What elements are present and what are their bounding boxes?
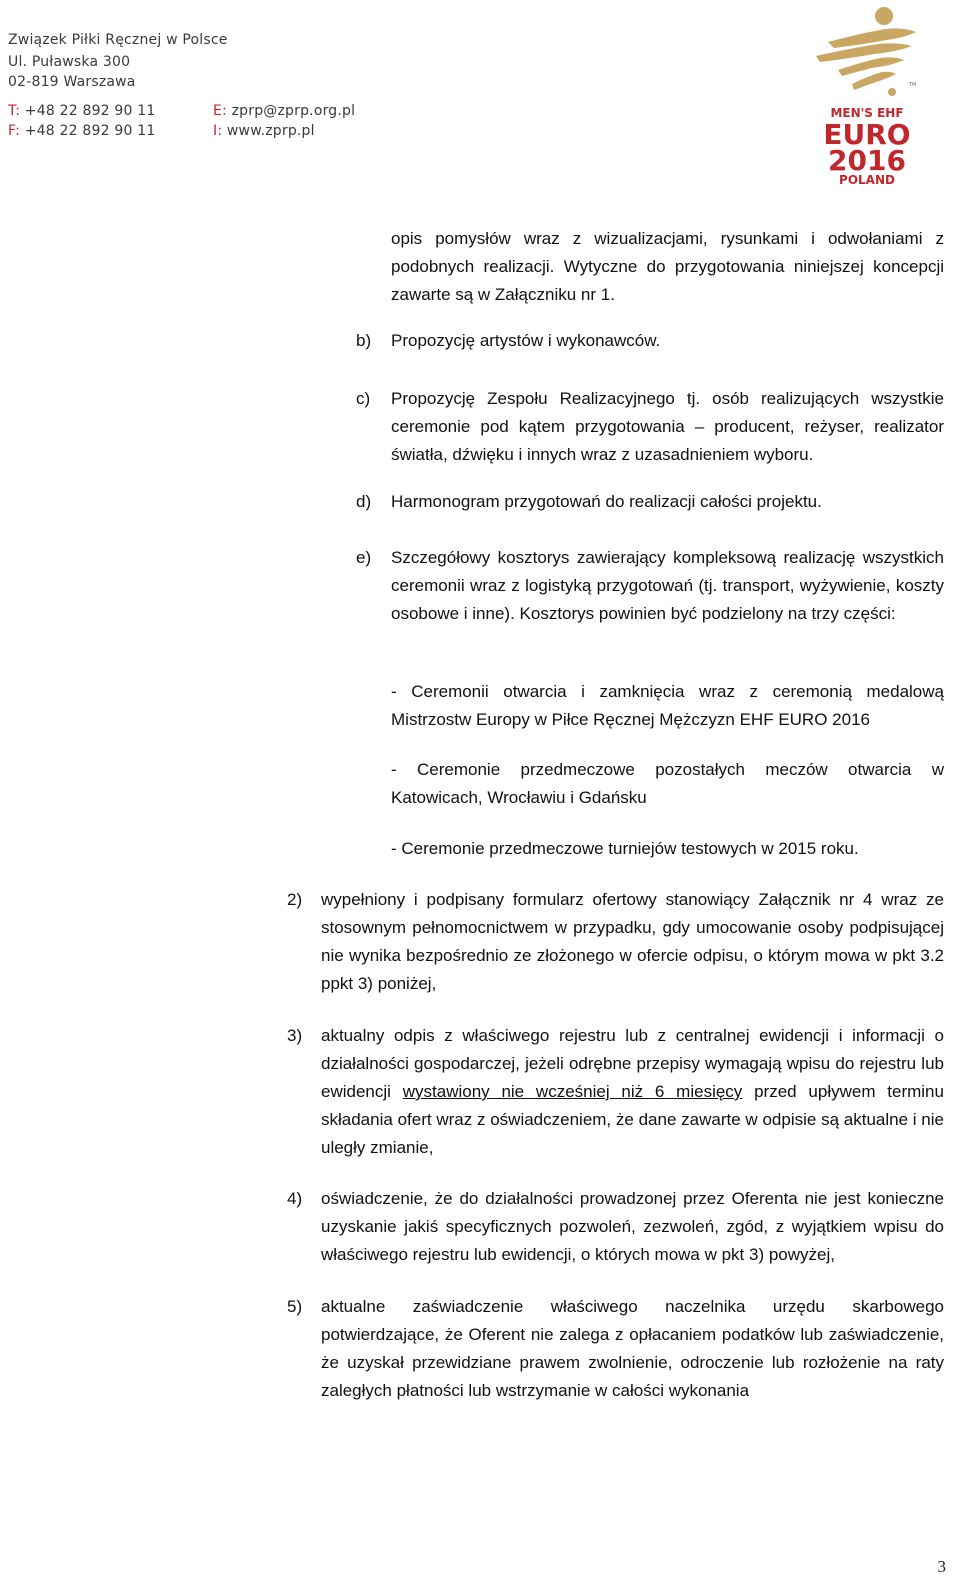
phone-number: +48 22 892 90 11	[24, 103, 156, 119]
handball-player-mark	[816, 7, 916, 96]
intro-paragraph: opis pomysłów wraz z wizualizacjami, rysunkami i odwołaniami z podobnych realizacji. Wytyczne do przygotowania niniejszej koncepcji zawarte są w Załączniku nr 1.	[391, 229, 944, 304]
item-4-text: oświadczenie, że do działalności prowadzonej przez Oferenta nie jest konieczne uzyskanie jakiś specyficznych pozwoleń, zezwoleń, zgód, z wyjątkiem wpisu do właściwego rejestru lub ewidencji, o których mowa w pkt 3) powyżej,	[321, 1189, 944, 1264]
item-e-label: e)	[356, 548, 372, 567]
item-e-text: Szczegółowy kosztorys zawierający kompleksową realizację wszystkich ceremonii wraz z logistyką przygotowań (tj. transport, wyżywienie, koszty osobowe i inne). Kosztorys powinien być podzielony na trzy części:	[391, 548, 944, 623]
logo-line-euro: EURO	[823, 118, 911, 151]
org-name: Związek Piłki Ręcznej w Polsce	[8, 32, 228, 48]
email-label: E:	[213, 103, 227, 119]
logo-line-mens-ehf: MEN'S EHF	[830, 106, 904, 120]
item-3-underlined: wystawiony nie wcześniej niż 6 miesięcy	[402, 1082, 743, 1101]
item-5-label: 5)	[287, 1297, 303, 1316]
page-number: 3	[937, 1557, 946, 1576]
item-3-text-a: aktualny odpis z właściwego rejestru lub z centralnej ewidencji i informacji o działalności gospodarczej, jeżeli odrębne przepisy wymagają wpisu do rejestru lub ewidencji	[321, 1026, 944, 1101]
item-2-text: wypełniony i podpisany formularz ofertowy stanowiący Załącznik nr 4 wraz ze stosownym pełnomocnictwem w przypadku, gdy umocowanie osoby podpisującej nie wynika bezpośrednio ze złożonego w ofercie odpisu, o którym mowa w pkt 3.2 ppkt 3) poniżej,	[321, 890, 944, 993]
web-label: I:	[213, 123, 223, 139]
org-city: 02-819 Warszawa	[8, 74, 136, 90]
phone-line	[8, 101, 156, 121]
web-address[interactable]: www.zprp.pl	[226, 123, 315, 139]
item-b-text: Propozycję artystów i wykonawców.	[391, 331, 661, 350]
cost-part-3: - Ceremonie przedmeczowe turniejów testowych w 2015 roku.	[391, 839, 859, 858]
fax-line	[8, 121, 155, 141]
cost-part-2: - Ceremonie przedmeczowe pozostałych meczów otwarcia w Katowicach, Wrocławiu i Gdańsku	[391, 760, 944, 807]
fax-number: +48 22 892 90 11	[24, 123, 156, 139]
item-3-label: 3)	[287, 1026, 303, 1045]
fax-label: F:	[8, 123, 21, 139]
org-street: Ul. Puławska 300	[8, 54, 131, 70]
phone-label: T:	[8, 103, 21, 119]
item-4-label: 4)	[287, 1189, 303, 1208]
item-5-text: aktualne zaświadczenie właściwego naczelnika urzędu skarbowego potwierdzające, że Oferent nie zalega z opłacaniem podatków lub zaświadczenie, że uzyskał przewidziane prawem zwolnienie, odroczenie lub rozłożenie na raty zaległych płatności lub wstrzymanie w całości wykonania	[321, 1297, 944, 1400]
email-address[interactable]: zprp@zprp.org.pl	[231, 103, 356, 119]
item-c-text: Propozycję Zespołu Realizacyjnego tj. osób realizujących wszystkie ceremonie pod kątem przygotowania – producent, reżyser, realizator światła, dźwięku i innych wraz z uzasadnieniem wyboru.	[391, 389, 944, 464]
cost-part-1: - Ceremonii otwarcia i zamknięcia wraz z ceremonią medalową Mistrzostw Europy w Piłce Ręcznej Mężczyzn EHF EURO 2016	[391, 682, 944, 729]
logo-tm: TM	[909, 82, 917, 88]
logo-line-poland: POLAND	[839, 173, 895, 186]
logo-line-2016: 2016	[828, 144, 906, 177]
item-c-label: c)	[356, 389, 371, 408]
email-line	[213, 101, 355, 121]
item-2-label: 2)	[287, 890, 303, 909]
item-3-text-b: przed upływem terminu składania ofert wraz z oświadczeniem, że dane zawarte w odpisie są aktualne i nie uległy zmianie,	[321, 1082, 944, 1157]
item-b-label: b)	[356, 331, 372, 350]
item-d-label: d)	[356, 492, 372, 511]
web-line	[213, 121, 315, 141]
item-3-text	[321, 1022, 944, 1162]
ehf-euro-2016-logo	[808, 4, 926, 186]
item-d-text: Harmonogram przygotowań do realizacji całości projektu.	[391, 492, 822, 511]
